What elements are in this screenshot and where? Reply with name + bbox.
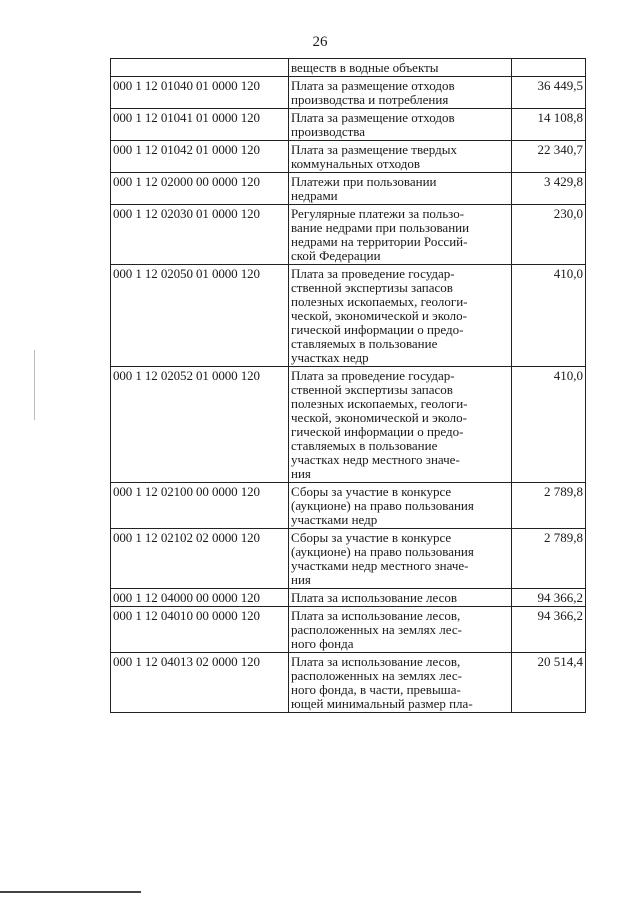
row-name: Платежи при пользовании недрами [289,173,512,205]
row-amount: 94 366,2 [512,589,586,607]
table-row [111,529,586,589]
table-row [111,367,586,483]
row-name: Плата за проведение государ- ственной экспертизы запасов полезных ископаемых, геологи- ческой, экономической и эколо- гической информации о предо- ставляемых в пользование участках недр местного значе- ния [289,367,512,483]
row-name: Плата за размещение отходов производства и потребления [289,77,512,109]
row-name: Сборы за участие в конкурсе (аукционе) на право пользования участками недр местного значе- ния [289,529,512,589]
row-code: 000 1 12 04013 02 0000 120 [111,653,289,713]
row-code: 000 1 12 01042 01 0000 120 [111,141,289,173]
table-row [111,483,586,529]
row-code: 000 1 12 02102 02 0000 120 [111,529,289,589]
row-code: 000 1 12 02050 01 0000 120 [111,265,289,367]
table-row [111,589,586,607]
table-row [111,265,586,367]
row-name: веществ в водные объекты [289,59,512,77]
row-name: Плата за проведение государ- ственной экспертизы запасов полезных ископаемых, геологи- ческой, экономической и эколо- гической информации о предо- ставляемых в пользование участках недр [289,265,512,367]
scan-artifact [34,350,35,420]
table-row [111,141,586,173]
row-name: Плата за использование лесов [289,589,512,607]
row-code: 000 1 12 04010 00 0000 120 [111,607,289,653]
table-row [111,205,586,265]
row-code: 000 1 12 02000 00 0000 120 [111,173,289,205]
table-row [111,653,586,713]
row-amount: 14 108,8 [512,109,586,141]
row-name: Плата за использование лесов, расположенных на землях лес- ного фонда [289,607,512,653]
revenue-table [110,58,586,713]
table-row [111,607,586,653]
row-amount [512,59,586,77]
row-amount: 2 789,8 [512,483,586,529]
row-code: 000 1 12 01041 01 0000 120 [111,109,289,141]
scan-edge-line [0,891,640,893]
row-amount: 230,0 [512,205,586,265]
row-code: 000 1 12 02100 00 0000 120 [111,483,289,529]
row-amount: 22 340,7 [512,141,586,173]
row-code: 000 1 12 04000 00 0000 120 [111,589,289,607]
row-name: Плата за использование лесов, расположенных на землях лес- ного фонда, в части, превыша- ющей минимальный размер пла- [289,653,512,713]
row-amount: 3 429,8 [512,173,586,205]
row-code: 000 1 12 01040 01 0000 120 [111,77,289,109]
table-row [111,59,586,77]
row-name: Сборы за участие в конкурсе (аукционе) на право пользования участками недр [289,483,512,529]
row-amount: 2 789,8 [512,529,586,589]
row-amount: 410,0 [512,265,586,367]
row-code: 000 1 12 02052 01 0000 120 [111,367,289,483]
row-name: Плата за размещение отходов производства [289,109,512,141]
row-amount: 94 366,2 [512,607,586,653]
row-amount: 36 449,5 [512,77,586,109]
row-amount: 20 514,4 [512,653,586,713]
row-name: Регулярные платежи за пользо- вание недрами при пользовании недрами на территории Россий- ской Федерации [289,205,512,265]
table-row [111,109,586,141]
row-name: Плата за размещение твердых коммунальных отходов [289,141,512,173]
row-code [111,59,289,77]
table-row [111,173,586,205]
page-number: 26 [312,34,328,50]
row-code: 000 1 12 02030 01 0000 120 [111,205,289,265]
table-row [111,77,586,109]
row-amount: 410,0 [512,367,586,483]
